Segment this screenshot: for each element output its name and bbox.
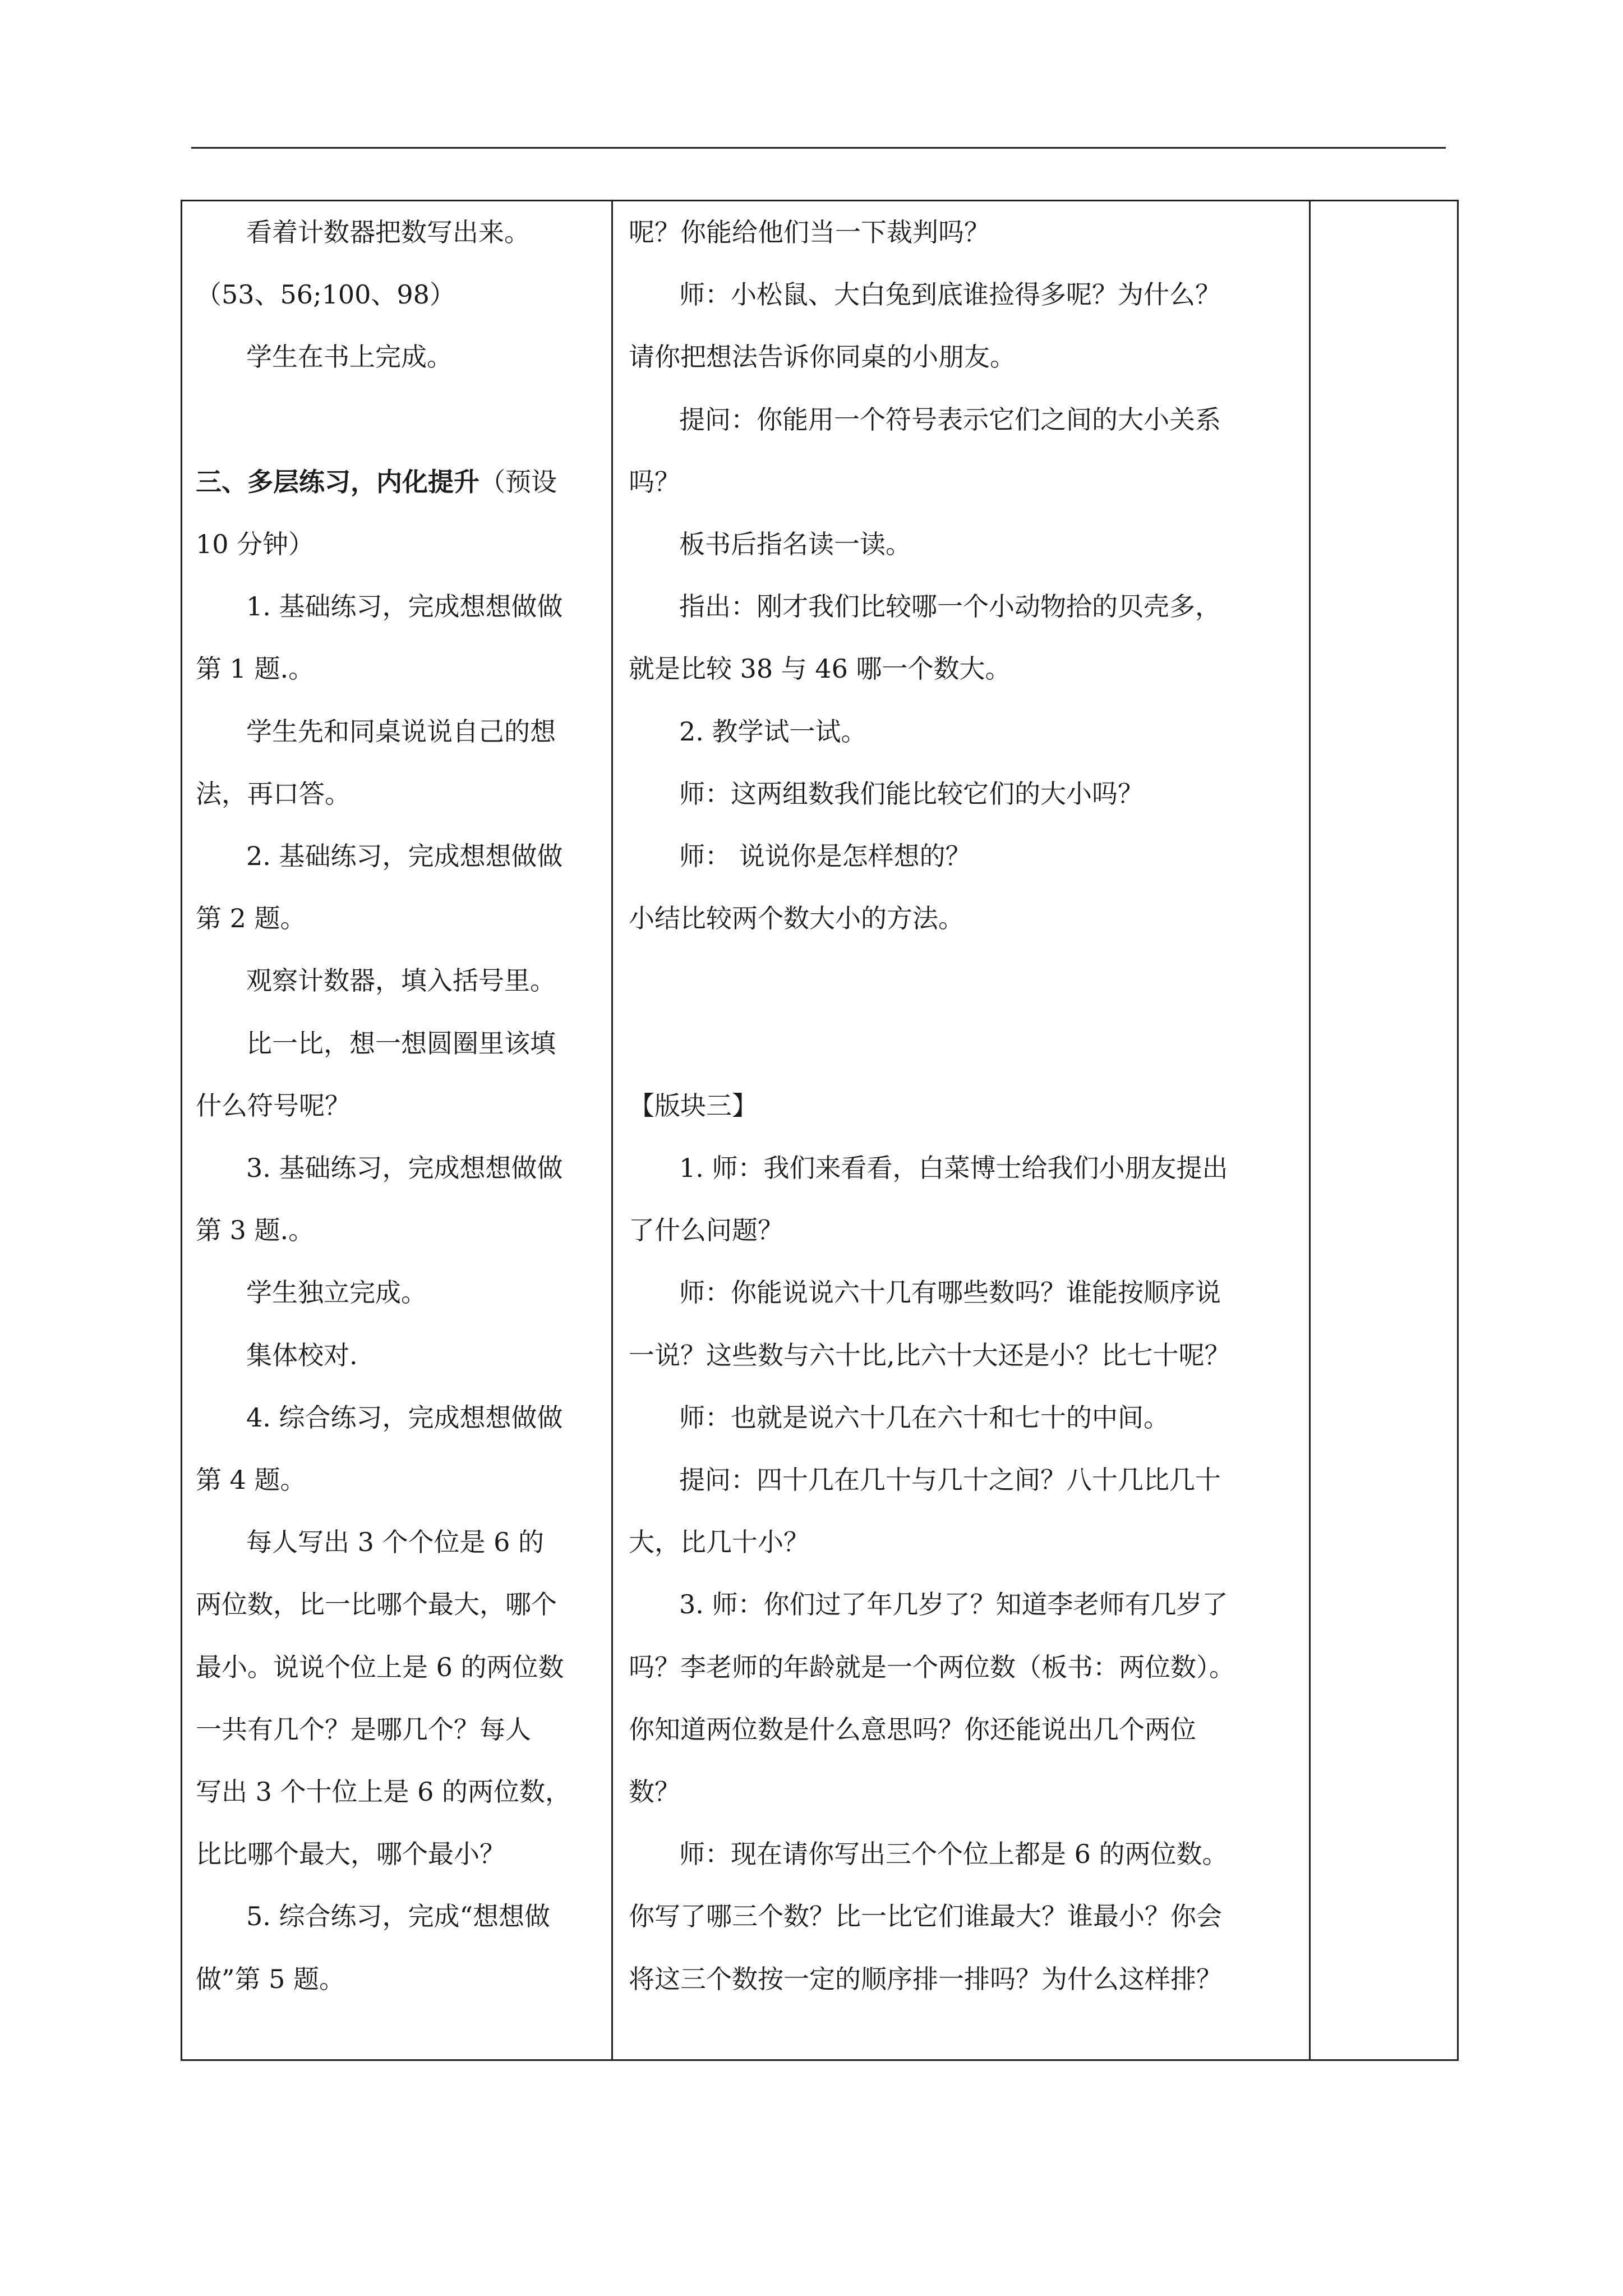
student-activity-line: 学生先和同桌说说自己的想 [246,716,556,747]
section-heading-note: （预设 [479,466,557,497]
lesson-table [181,200,1459,2061]
student-activity-line: 3. 基础练习，完成想想做做 [246,1153,563,1183]
student-activity-line: 做”第 5 题。 [196,1963,345,1994]
student-activity-line: 两位数，比一比哪个最大，哪个 [196,1589,557,1620]
student-activity-line: 5. 综合练习，完成“想想做 [246,1901,551,1932]
teacher-activity-line: 将这三个数按一定的顺序排一排吗？为什么这样排？ [629,1963,1222,1994]
student-activity-line: 看着计数器把数写出来。 [246,217,530,247]
student-activity-line: 最小。说说个位上是 6 的两位数 [196,1651,564,1682]
teacher-activity-line: 小结比较两个数大小的方法。 [629,903,964,934]
student-activity-line: 学生独立完成。 [246,1277,427,1308]
teacher-activity-line: 吗？李老师的年龄就是一个两位数（板书：两位数）。 [629,1651,1235,1682]
section-heading: 三、多层练习，内化提升 [196,466,479,497]
teacher-activity-line: 板书后指名读一读。 [679,529,911,559]
student-activity-line: 第 2 题。 [196,903,306,934]
student-activity-line: 比比哪个最大，哪个最小？ [196,1839,505,1870]
teacher-activity-line: 就是比较 38 与 46 哪一个数大。 [629,654,1011,684]
student-activity-line: 4. 综合练习，完成想想做做 [246,1402,563,1433]
teacher-activity-line: 你写了哪三个数？比一比它们谁最大？谁最小？你会 [629,1901,1222,1932]
teacher-activity-line: 师：你能说说六十几有哪些数吗？谁能按顺序说 [679,1277,1221,1308]
teacher-activity-line: 师： 说说你是怎样想的？ [679,841,971,871]
student-activity-line: 法，再口答。 [196,778,351,809]
teacher-activity-line: 请你把想法告诉你同桌的小朋友。 [629,342,1016,372]
student-activity-line: 第 1 题.。 [196,654,315,684]
student-activity-line: 学生在书上完成。 [246,342,453,372]
teacher-activity-line: 指出：刚才我们比较哪一个小动物拾的贝壳多， [679,591,1221,622]
student-activity-line: 比一比，想一想圆圈里该填 [246,1028,556,1059]
student-activity-line: 第 4 题。 [196,1465,306,1495]
student-activity-line [196,466,557,498]
teacher-activity-line: 一说？这些数与六十比,比六十大还是小？比七十呢？ [629,1340,1230,1370]
student-activity-line: 观察计数器，填入括号里。 [246,965,556,996]
student-activity-line: 每人写出 3 个个位是 6 的 [246,1527,545,1558]
teacher-activity-line: 3. 师：你们过了年几岁了？知道李老师有几岁了 [679,1589,1228,1620]
column-divider-1 [611,201,613,2059]
teacher-activity-line: 提问：你能用一个符号表示它们之间的大小关系 [679,404,1221,435]
teacher-activity-line: 呢？你能给他们当一下裁判吗？ [629,217,990,247]
teacher-activity-line: 2. 教学试一试。 [679,716,867,747]
teacher-activity-line: 师：小松鼠、大白兔到底谁捡得多呢？为什么？ [679,279,1221,310]
student-activity-line: 集体校对. [246,1340,358,1370]
student-activity-line: 10 分钟） [196,529,315,559]
student-activity-line: 写出 3 个十位上是 6 的两位数， [196,1777,571,1807]
student-activity-line: 什么符号呢？ [196,1090,351,1121]
teacher-activity-line: 提问：四十几在几十与几十之间？八十几比几十 [679,1465,1221,1495]
teacher-activity-line: 数？ [629,1777,680,1807]
student-activity-line: 2. 基础练习，完成想想做做 [246,841,563,871]
teacher-activity-line: 师：现在请你写出三个个位上都是 6 的两位数。 [679,1839,1228,1870]
student-activity-line: （53、56;100、98） [196,279,455,310]
teacher-activity-line: 师：也就是说六十几在六十和七十的中间。 [679,1402,1169,1433]
teacher-activity-line: 你知道两位数是什么意思吗？你还能说出几个两位 [629,1714,1196,1745]
teacher-activity-line: 师：这两组数我们能比较它们的大小吗？ [679,778,1144,809]
student-activity-line: 一共有几个？是哪几个？每人 [196,1714,531,1745]
teacher-activity-line: 了什么问题？ [629,1215,783,1246]
student-activity-line: 第 3 题.。 [196,1215,315,1246]
teacher-activity-line: 吗？ [629,466,680,497]
teacher-activity-line: 1. 师：我们来看看，白菜博士给我们小朋友提出 [679,1153,1228,1183]
teacher-activity-line: 大，比几十小？ [629,1527,809,1558]
student-activity-line: 1. 基础练习，完成想想做做 [246,591,563,622]
header-rule [191,147,1446,149]
column-divider-2 [1309,201,1311,2059]
teacher-activity-line: 【版块三】 [629,1090,758,1121]
